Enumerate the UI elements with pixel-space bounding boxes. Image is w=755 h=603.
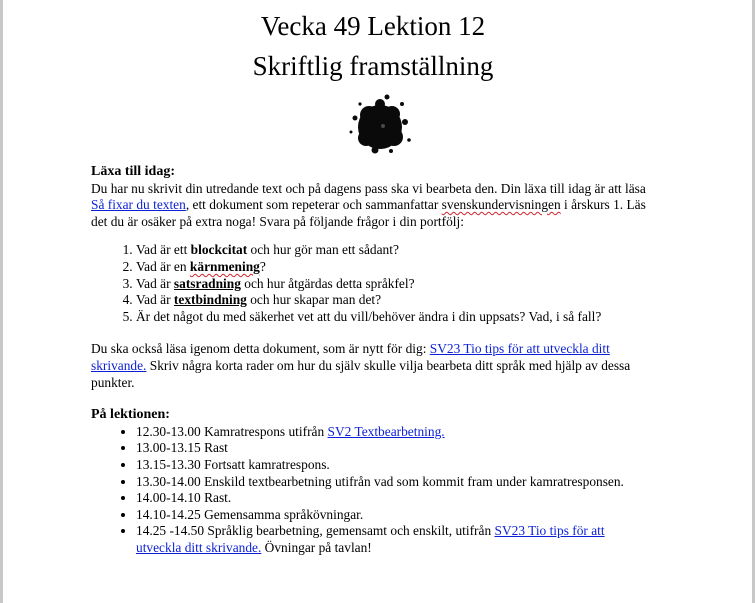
key-term: kärnmening — [189, 258, 260, 274]
homework-paragraph-2 — [91, 341, 651, 391]
list-item: • 14.10-14.25 Gemensamma språkövningar. — [136, 507, 651, 524]
homework-text: Du har nu skrivit din utredande text och på dagens pass ska vi bearbeta den. Din läxa till idag är att läsa — [91, 180, 646, 196]
title-line-1: Vecka 49 Lektion 12 — [260, 11, 486, 41]
list-item: 4. Vad är textbindning och hur skapar man det? — [136, 292, 651, 309]
key-term: textbindning — [173, 292, 247, 308]
homework-text: Du ska också läsa igenom detta dokument, som är nytt för dig: — [91, 341, 430, 357]
question-list — [91, 242, 651, 325]
list-item: 2. Vad är en kärnmening? — [136, 259, 651, 276]
link-sv23-tio-tips-2[interactable]: SV23 Tio tips för att utveckla ditt skrivande. — [136, 523, 605, 555]
list-item: • 14.25 -14.50 Språklig bearbetning, gemensamt och enskilt, utifrån SV23 Tio tips för att utveckla ditt skrivande. Övningar på tavlan! — [136, 523, 651, 556]
link-sv23-tio-tips[interactable]: SV23 Tio tips för att utveckla ditt skrivande. — [91, 341, 610, 373]
title-line-2: Skriftlig framställning — [252, 51, 494, 81]
key-term: satsradning — [173, 275, 241, 291]
list-item: • 13.30-14.00 Enskild textbearbetning utifrån vad som kommit fram under kamratresponsen. — [136, 474, 651, 491]
homework-text: i årskurs 1. Läs det du är osäker på extra noga! Svara på följande frågor i din portfölj: — [91, 197, 646, 229]
homework-text: , ett dokument som repeterar och sammanfattar — [185, 197, 442, 213]
homework-paragraph-1 — [91, 181, 651, 231]
document-page — [91, 0, 651, 555]
homework-text: Skriv några korta rader om hur du själv skulle vilja bearbeta ditt språk med hjälp av dessa punkter. — [91, 357, 631, 390]
misspelled-word: svenskundervisningen — [441, 197, 561, 213]
page-left-edge — [0, 0, 3, 603]
document-body — [91, 164, 651, 556]
lesson-heading: På lektionen: — [91, 407, 170, 423]
list-item: • 14.00-14.10 Rast. — [136, 490, 651, 507]
link-sv2-textbearbetning[interactable]: SV2 Textbearbetning. — [327, 423, 445, 439]
list-item: • 13.15-13.30 Fortsatt kamratrespons. — [136, 457, 651, 474]
lesson-schedule-list — [91, 424, 651, 557]
list-item: • 12.30-13.00 Kamratrespons utifrån SV2 Textbearbetning. — [136, 424, 651, 441]
list-item: • 13.00-13.15 Rast — [136, 440, 651, 457]
key-term: blockcitat — [190, 242, 248, 258]
list-item: 3. Vad är satsradning och hur åtgärdas detta språkfel? — [136, 276, 651, 293]
list-item: 5. Är det något du med säkerhet vet att du vill/behöver ändra i din uppsats? Vad, i så fall? — [136, 309, 651, 326]
document-title — [91, 6, 655, 86]
list-item: 1. Vad är ett blockcitat och hur gör man ett sådant? — [136, 242, 651, 259]
homework-heading: Läxa till idag: — [91, 164, 176, 179]
ink-splat-image — [347, 92, 415, 156]
link-sa-fixar-du-texten[interactable]: Så fixar du texten — [91, 197, 186, 213]
